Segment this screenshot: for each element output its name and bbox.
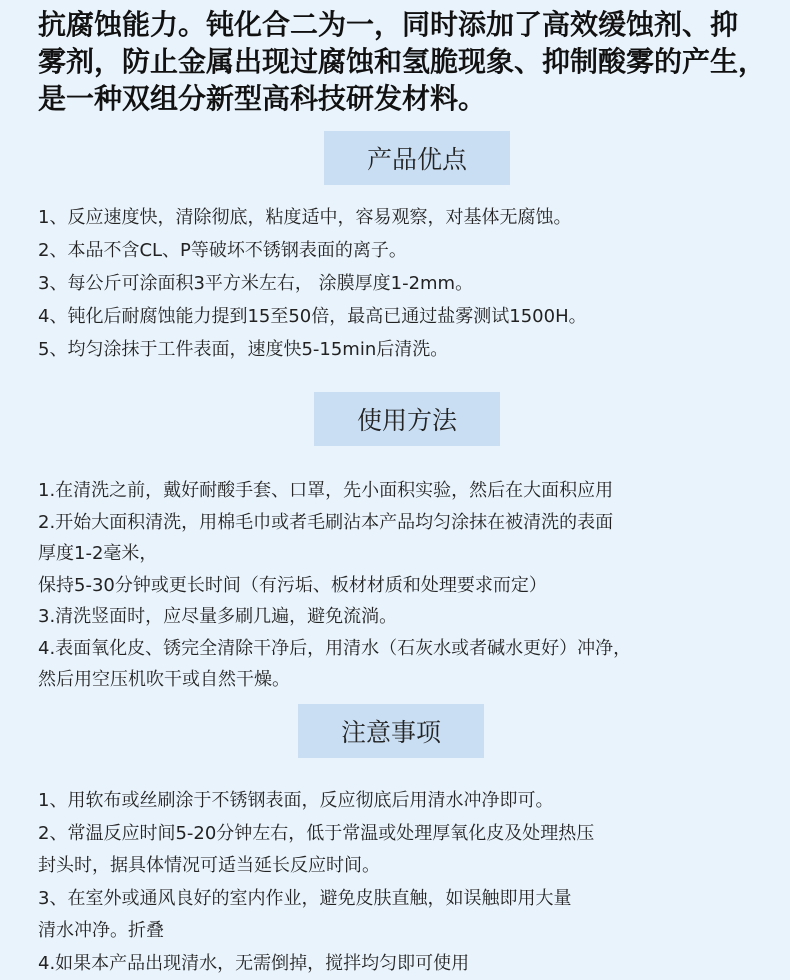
list-item: 1、用软布或丝刷涂于不锈钢表面，反应彻底后用清水冲净即可。 <box>38 785 783 818</box>
list-item: 4.表面氧化皮、锈完全清除干净后，用清水（石灰水或者碱水更好）冲净， <box>38 633 783 665</box>
advantages-list <box>38 201 783 366</box>
usage-list <box>38 475 783 696</box>
intro-line: 是一种双组分新型高科技研发材料。 <box>38 80 778 117</box>
list-item: 2.开始大面积清洗，用棉毛巾或者毛刷沾本产品均匀涂抹在被清洗的表面 <box>38 507 783 539</box>
notes-list <box>38 785 783 980</box>
list-item: 厚度1-2毫米， <box>38 538 783 570</box>
list-item: 1.在清洗之前，戴好耐酸手套、口罩，先小面积实验，然后在大面积应用 <box>38 475 783 507</box>
list-item: 4.如果本产品出现清水，无需倒掉，搅拌均匀即可使用 <box>38 948 783 980</box>
list-item: 5、均匀涂抹于工件表面，速度快5-15min后清洗。 <box>38 333 783 366</box>
list-item: 4、钝化后耐腐蚀能力提到15至50倍，最高已通过盐雾测试1500H。 <box>38 300 783 333</box>
list-item: 2、常温反应时间5-20分钟左右，低于常温或处理厚氧化皮及处理热压 <box>38 818 783 851</box>
section-title-usage: 使用方法 <box>314 392 500 446</box>
section-title-advantages: 产品优点 <box>324 131 510 185</box>
list-item: 2、本品不含CL、P等破坏不锈钢表面的离子。 <box>38 234 783 267</box>
list-item: 封头时，据具体情况可适当延长反应时间。 <box>38 850 783 883</box>
list-item: 3、每公斤可涂面积3平方米左右， 涂膜厚度1-2mm。 <box>38 267 783 300</box>
list-item: 3.清洗竖面时，应尽量多刷几遍，避免流淌。 <box>38 601 783 633</box>
list-item: 清水冲净。折叠 <box>38 915 783 948</box>
intro-line: 雾剂，防止金属出现过腐蚀和氢脆现象、抑制酸雾的产生， <box>38 43 778 80</box>
list-item: 保持5-30分钟或更长时间（有污垢、板材材质和处理要求而定） <box>38 570 783 602</box>
intro-paragraph <box>38 6 778 117</box>
section-title-notes: 注意事项 <box>298 704 484 758</box>
list-item: 1、反应速度快，清除彻底，粘度适中，容易观察，对基体无腐蚀。 <box>38 201 783 234</box>
intro-line: 抗腐蚀能力。钝化合二为一，同时添加了高效缓蚀剂、抑 <box>38 6 778 43</box>
list-item: 然后用空压机吹干或自然干燥。 <box>38 664 783 696</box>
list-item: 3、在室外或通风良好的室内作业，避免皮肤直触，如误触即用大量 <box>38 883 783 916</box>
